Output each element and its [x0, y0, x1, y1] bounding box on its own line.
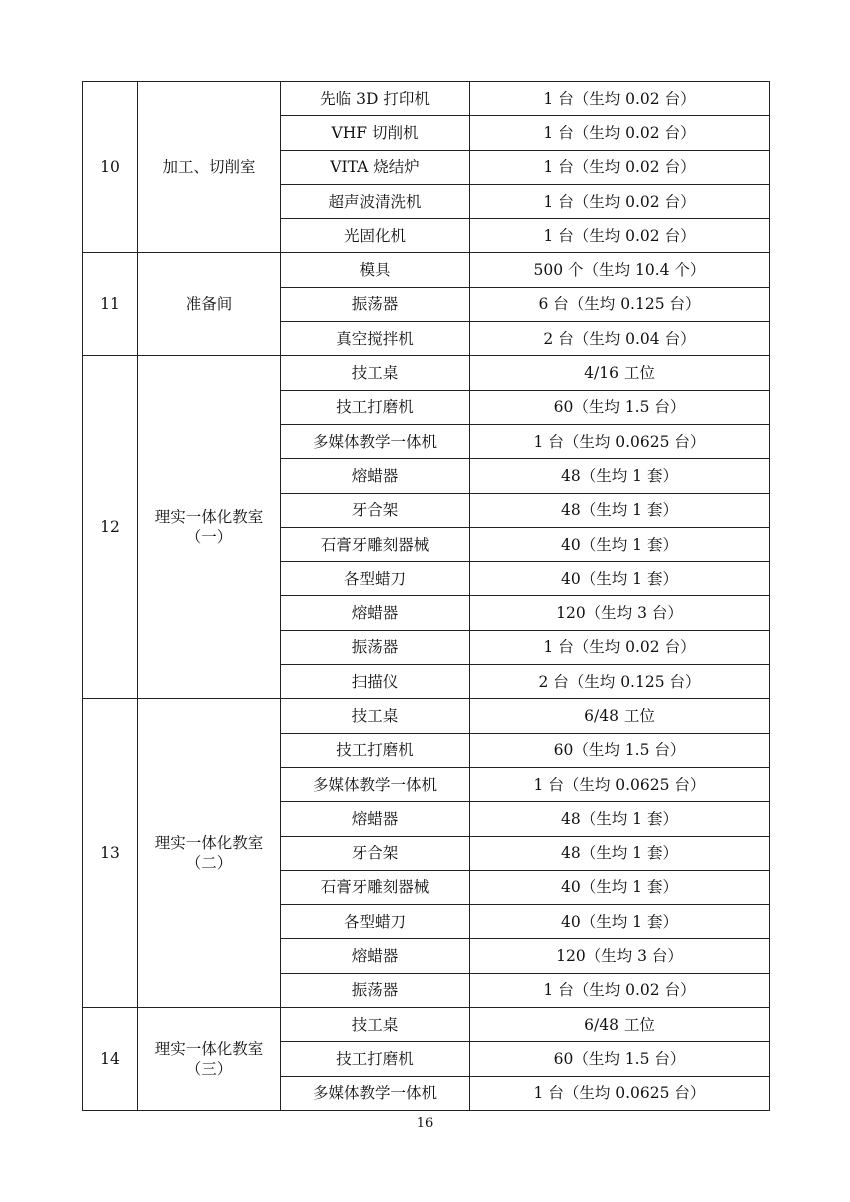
- room-number: 12: [100, 518, 120, 537]
- equipment-name: 熔蜡器: [281, 802, 470, 836]
- equipment-quantity: 40（生均 1 套）: [470, 562, 770, 596]
- equipment-quantity: 1 台（生均 0.02 台）: [470, 630, 770, 664]
- equipment-name: 多媒体教学一体机: [281, 424, 470, 458]
- room-number-cell: [83, 82, 138, 253]
- room-number: 13: [100, 844, 120, 863]
- equipment-name: 模具: [281, 253, 470, 287]
- equipment-quantity: 1 台（生均 0.02 台）: [470, 219, 770, 253]
- equipment-name: 各型蜡刀: [281, 905, 470, 939]
- room-name-line: （一）: [185, 528, 233, 547]
- equipment-quantity: 60（生均 1.5 台）: [470, 733, 770, 767]
- room-number-cell: [83, 699, 138, 1008]
- equipment-quantity: 48（生均 1 套）: [470, 459, 770, 493]
- equipment-name: 扫描仪: [281, 665, 470, 699]
- equipment-quantity: 2 台（生均 0.04 台）: [470, 322, 770, 356]
- equipment-table: [82, 81, 770, 1111]
- equipment-name: 熔蜡器: [281, 459, 470, 493]
- equipment-table-body: [83, 82, 770, 1111]
- equipment-quantity: 4/16 工位: [470, 356, 770, 390]
- equipment-quantity: 40（生均 1 套）: [470, 870, 770, 904]
- equipment-name: 技工桌: [281, 356, 470, 390]
- equipment-quantity: 48（生均 1 套）: [470, 802, 770, 836]
- room-name-cell: [138, 699, 281, 1008]
- room-name-line: （二）: [185, 854, 233, 873]
- equipment-name: VITA 烧结炉: [281, 150, 470, 184]
- equipment-name: 先临 3D 打印机: [281, 82, 470, 116]
- equipment-quantity: 6/48 工位: [470, 699, 770, 733]
- room-name-cell: [138, 356, 281, 699]
- room-number-cell: [83, 1008, 138, 1111]
- equipment-name: 熔蜡器: [281, 596, 470, 630]
- table-row: [83, 699, 770, 733]
- equipment-name: 真空搅拌机: [281, 322, 470, 356]
- room-number: 14: [100, 1049, 120, 1068]
- equipment-quantity: 1 台（生均 0.02 台）: [470, 973, 770, 1007]
- equipment-quantity: 1 台（生均 0.02 台）: [470, 184, 770, 218]
- equipment-quantity: 48（生均 1 套）: [470, 836, 770, 870]
- equipment-name: 振荡器: [281, 973, 470, 1007]
- equipment-name: 技工桌: [281, 1008, 470, 1042]
- room-number: 11: [100, 295, 120, 314]
- room-name-line: 理实一体化教室: [154, 834, 264, 853]
- room-name-line: 理实一体化教室: [154, 508, 264, 527]
- room-name-line: （三）: [185, 1059, 233, 1078]
- equipment-name: 熔蜡器: [281, 939, 470, 973]
- equipment-quantity: 1 台（生均 0.02 台）: [470, 116, 770, 150]
- equipment-name: 技工桌: [281, 699, 470, 733]
- equipment-name: 牙合架: [281, 836, 470, 870]
- equipment-name: 技工打磨机: [281, 1042, 470, 1076]
- equipment-quantity: 6/48 工位: [470, 1008, 770, 1042]
- room-name-cell: [138, 82, 281, 253]
- equipment-name: 技工打磨机: [281, 390, 470, 424]
- equipment-quantity: 500 个（生均 10.4 个）: [470, 253, 770, 287]
- equipment-quantity: 60（生均 1.5 台）: [470, 1042, 770, 1076]
- equipment-name: 振荡器: [281, 630, 470, 664]
- equipment-quantity: 1 台（生均 0.02 台）: [470, 82, 770, 116]
- table-row: [83, 253, 770, 287]
- equipment-quantity: 120（生均 3 台）: [470, 596, 770, 630]
- equipment-name: 各型蜡刀: [281, 562, 470, 596]
- room-name-cell: [138, 253, 281, 356]
- equipment-quantity: 2 台（生均 0.125 台）: [470, 665, 770, 699]
- room-number-cell: [83, 356, 138, 699]
- room-name-cell: [138, 1008, 281, 1111]
- table-row: [83, 1008, 770, 1042]
- room-number: 10: [100, 158, 120, 177]
- equipment-quantity: 120（生均 3 台）: [470, 939, 770, 973]
- page-number: 16: [416, 1116, 434, 1131]
- equipment-quantity: 40（生均 1 套）: [470, 527, 770, 561]
- equipment-quantity: 48（生均 1 套）: [470, 493, 770, 527]
- room-name-line: 加工、切削室: [162, 158, 256, 177]
- equipment-quantity: 1 台（生均 0.0625 台）: [470, 424, 770, 458]
- equipment-name: 石膏牙雕刻器械: [281, 527, 470, 561]
- equipment-quantity: 60（生均 1.5 台）: [470, 390, 770, 424]
- equipment-quantity: 1 台（生均 0.02 台）: [470, 150, 770, 184]
- equipment-quantity: 6 台（生均 0.125 台）: [470, 287, 770, 321]
- equipment-name: VHF 切削机: [281, 116, 470, 150]
- equipment-name: 光固化机: [281, 219, 470, 253]
- equipment-name: 振荡器: [281, 287, 470, 321]
- room-name-line: 准备间: [185, 295, 233, 314]
- equipment-name: 多媒体教学一体机: [281, 767, 470, 801]
- equipment-name: 超声波清洗机: [281, 184, 470, 218]
- table-row: [83, 356, 770, 390]
- room-number-cell: [83, 253, 138, 356]
- equipment-name: 牙合架: [281, 493, 470, 527]
- equipment-name: 多媒体教学一体机: [281, 1076, 470, 1110]
- equipment-quantity: 1 台（生均 0.0625 台）: [470, 1076, 770, 1110]
- equipment-name: 技工打磨机: [281, 733, 470, 767]
- equipment-quantity: 40（生均 1 套）: [470, 905, 770, 939]
- equipment-quantity: 1 台（生均 0.0625 台）: [470, 767, 770, 801]
- table-row: [83, 82, 770, 116]
- equipment-name: 石膏牙雕刻器械: [281, 870, 470, 904]
- room-name-line: 理实一体化教室: [154, 1039, 264, 1058]
